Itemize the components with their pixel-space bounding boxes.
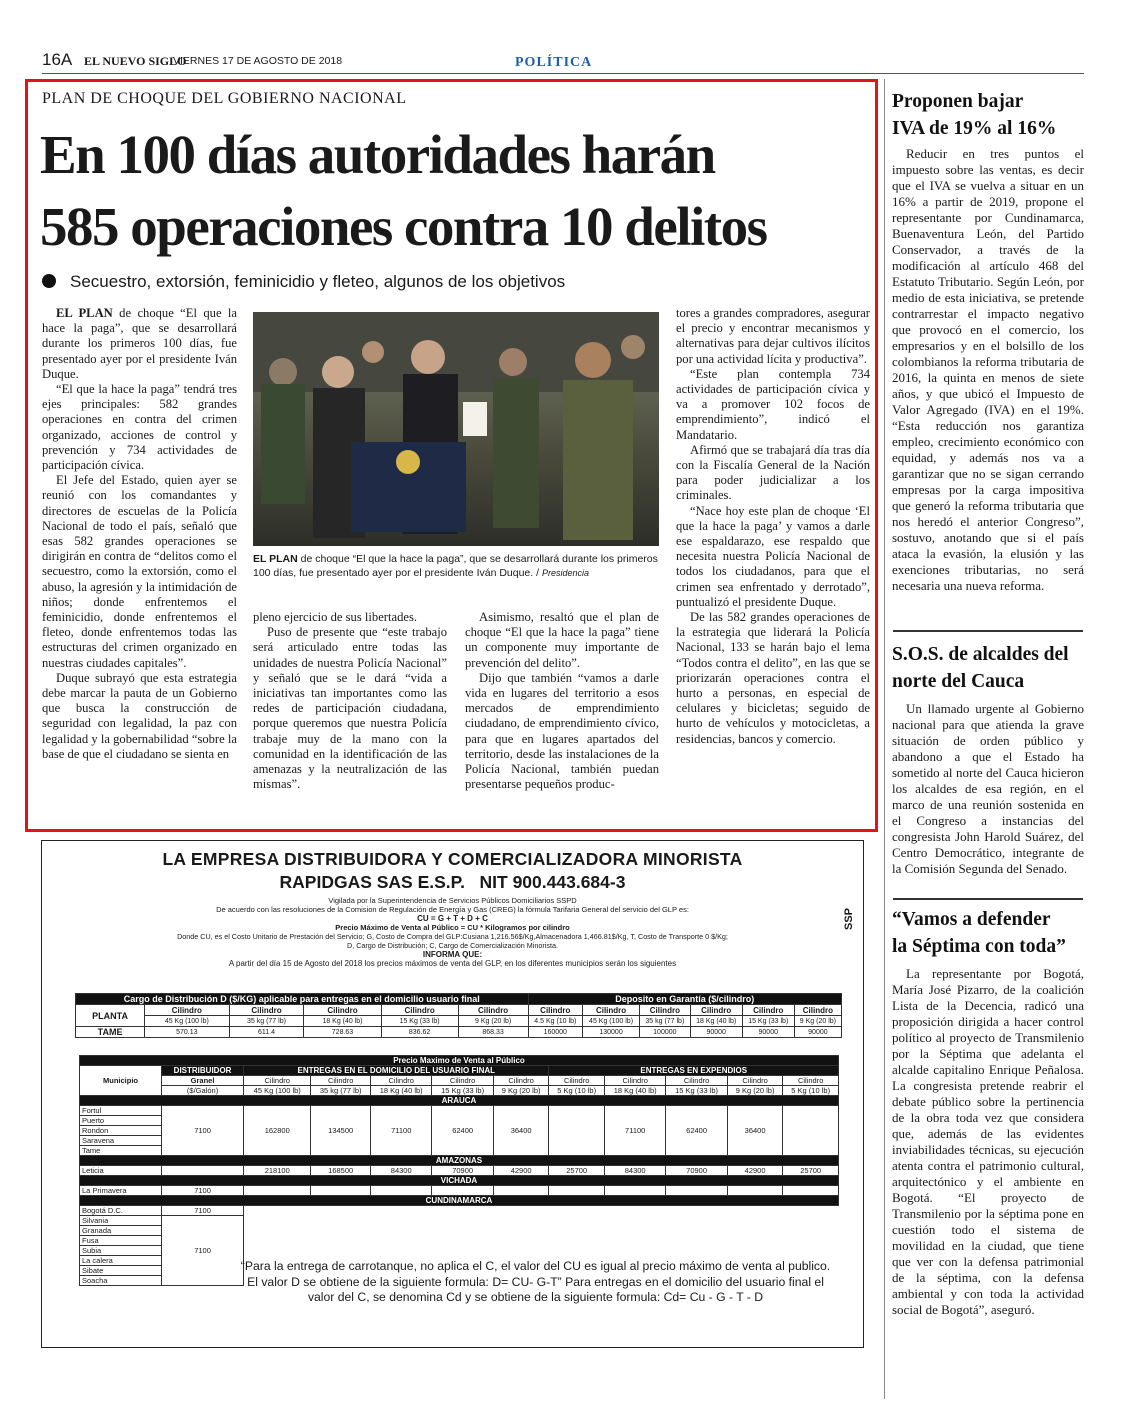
article-kicker: PLAN DE CHOQUE DEL GOBIERNO NACIONAL [42, 90, 407, 107]
municipio: Soacha [80, 1276, 162, 1286]
col-header: Cilindro [145, 1005, 229, 1016]
subhead-bullet-icon [42, 274, 56, 288]
region-header: ARAUCA [80, 1096, 839, 1106]
plant-name: TAME [76, 1027, 145, 1038]
region-header: AMAZONAS [80, 1156, 839, 1166]
sidebar-story-septima [892, 906, 1084, 1318]
municipio: Rondon [80, 1126, 162, 1136]
sidebar-story-iva [892, 88, 1084, 594]
col-header: DISTRIBUIDOR [162, 1066, 244, 1076]
municipio: Bogotá D.C. [80, 1206, 162, 1216]
photo-caption [253, 552, 659, 580]
story-text: La representante por Bogotá, María José Pizarro, de la coalición Lista de la Decencia, radicó una proposición dirigida a hacer control político al proyecto de Transmilenio por la Séptima que adelanta el alcalde capitalino Enrique Peñalosa. La congresista pretende reabrir el debate público sobre la pertinencia de la obra toda vez que considera que, además de las evidentes inviabilidades técnicas, su ejecución atenta contra el patrimonio cultural, arquitectónico y el ambiente en Bogotá. “El proyecto de Transmilenio por la séptima pone en cuestión todo el sistema de movilidad en la ciudad, que tiene que ver con la defensa patrimonial de la séptima, con la defensa ambiental y con toda la actividad social de Bogotá”, aseguró. [892, 966, 1084, 1317]
municipio: Saravena [80, 1136, 162, 1146]
value-cell: 570.13 [145, 1027, 229, 1038]
size-cell: 15 Kg (33 lb) [432, 1086, 493, 1096]
distribution-charge-table [75, 993, 842, 1038]
ad-line: INFORMA QUE: [422, 950, 483, 959]
value-cell: 42900 [493, 1166, 549, 1176]
value-cell: 25700 [783, 1166, 839, 1176]
value-cell [783, 1106, 839, 1156]
value-cell: 71100 [371, 1106, 432, 1156]
story-title: IVA de 19% al 16% [892, 118, 1057, 139]
paragraph: Duque subrayó que esta estrategia debe marcar la pauta de un Gobierno que busca la construcción de seguridad con legalidad, la paz con legalidad y la gobernabilidad “sobre la base de que el ciudadano se sienta en [42, 670, 237, 761]
value-cell: 7100 [162, 1206, 244, 1216]
ssp-logo: SSP [843, 907, 856, 931]
col-header: Cilindro [493, 1076, 549, 1086]
value-cell: 62400 [432, 1106, 493, 1156]
size-cell: 5 Kg (10 lb) [549, 1086, 605, 1096]
story-title: la Séptima con toda” [892, 936, 1066, 957]
photo-credit: Presidencia [541, 568, 589, 578]
col-header: Cilindro [604, 1076, 665, 1086]
table-header: Cargo de Distribución D ($/KG) aplicable para entregas en el domicilio usuario final [76, 994, 529, 1005]
sidebar-left-rule [884, 79, 885, 1399]
paragraph: De las 582 grandes operaciones de la estrategia que liderará la Policía Nacional, 133 se harán bajo el lema “Todos contra el delito”, en las que se priorizarán operaciones contra el hurto a personas, en especial de celulares y bicicletas; seguido de hurto de vehículos y motocicletas, a residencias, bancos y comercio. [676, 610, 870, 746]
ad-line: Precio Máximo de Venta al Público = CU * Kilogramos por cilindro [335, 923, 570, 932]
article-headline-line-2: 585 operaciones contra 10 delitos [40, 196, 767, 257]
size-cell: 9 Kg (20 lb) [458, 1016, 528, 1027]
value-cell: 84300 [604, 1166, 665, 1176]
value-cell: 7100 [162, 1106, 244, 1156]
size-cell: 9 Kg (20 lb) [794, 1016, 841, 1027]
value-cell: 836.62 [381, 1027, 458, 1038]
col-header: Cilindro [690, 1005, 742, 1016]
col-header: Cilindro [304, 1005, 381, 1016]
caption-lead: EL PLAN [253, 553, 298, 565]
col-header: Cilindro [583, 1005, 640, 1016]
paragraph: “Este plan contempla 734 actividades de participación cívica y va a promover 102 focos de emprendimiento”, indicó el Mandatario. [676, 366, 870, 442]
article-headline-line-1: En 100 días autoridades harán [40, 124, 715, 185]
value-cell: 130000 [583, 1027, 640, 1038]
size-cell: 5 Kg (10 lb) [783, 1086, 839, 1096]
size-cell: 45 Kg (100 lb) [145, 1016, 229, 1027]
paragraph: “El que la hace la paga” tendrá tres ejes principales: 582 grandes operaciones en contra del crimen organizado, acciones de control y prevención y 734 actividades de participación cívica. [42, 382, 237, 473]
col-header: Cilindro [432, 1076, 493, 1086]
municipio: Sibate [80, 1266, 162, 1276]
municipio: Puerto [80, 1116, 162, 1126]
col-header: Cilindro [742, 1005, 794, 1016]
article-column-1 [42, 306, 237, 762]
sidebar-story-cauca [892, 641, 1084, 877]
value-cell: 162800 [244, 1106, 311, 1156]
page-number: 16A [42, 50, 73, 69]
paragraph: Asimismo, resaltó que el plan de choque “El que la hace la paga” tiene un componente muy importante de prevención del delito”. [465, 610, 659, 670]
ad-line: A partir del día 15 de Agosto del 2018 los precios máximos de venta del GLP, en los diferentes municipios serán los siguientes [228, 959, 677, 968]
value-cell: 611.4 [229, 1027, 304, 1038]
value-cell: 62400 [666, 1106, 727, 1156]
article-column-3 [465, 610, 659, 792]
size-cell: 15 Kg (33 lb) [742, 1016, 794, 1027]
value-cell: 160000 [528, 1027, 583, 1038]
size-cell: 35 kg (77 lb) [311, 1086, 371, 1096]
col-header: Granel [162, 1076, 244, 1086]
value-cell: 90000 [690, 1027, 742, 1038]
section-name: POLÍTICA [515, 55, 593, 70]
value-cell: 36400 [493, 1106, 549, 1156]
value-cell: 70900 [666, 1166, 727, 1176]
story-text: Un llamado urgente al Gobierno nacional para que atienda la grave situación de orden público y abandono a que el Estado ha sometido al norte del Cauca hicieron los alcaldes de esa región, en el marco de una reunión sostenida en el Congreso a instancias del congresista John Harold Suárez, del Centro Democrático, integrante de la Comisión Segunda del Senado. [892, 701, 1084, 876]
col-header: Cilindro [371, 1076, 432, 1086]
col-header: Cilindro [666, 1076, 727, 1086]
legal-notice-ad [41, 840, 864, 1348]
value-cell: 84300 [371, 1166, 432, 1176]
municipio: Tame [80, 1146, 162, 1156]
value-cell: 728.63 [304, 1027, 381, 1038]
value-cell: 71100 [604, 1106, 665, 1156]
ad-line: De acuerdo con las resoluciones de la Comision de Regulación de Energía y Gas (CREG) la fórmula Tarifaria General del servicio del GLP es: [216, 905, 689, 914]
value-cell: 36400 [727, 1106, 783, 1156]
municipio: La calera [80, 1256, 162, 1266]
ad-title-2: RAPIDGAS SAS E.S.P. NIT 900.443.684-3 [279, 872, 626, 892]
size-cell: 9 Kg (20 lb) [493, 1086, 549, 1096]
size-cell: 45 Kg (100 lb) [583, 1016, 640, 1027]
col-header: ENTREGAS EN EL DOMICILIO DEL USUARIO FINAL [244, 1066, 549, 1076]
value-cell: 42900 [727, 1166, 783, 1176]
ad-footnote: “Para la entrega de carrotanque, no aplica el C, el valor del CU es igual al precio máximo de venta al publico. El valor D se obtiene de la siguiente formula: D= CU- G-T” Para entregas en el domicilio del usuario final el valor del C, se denomina Cd y se obtiene de la siguiente formula: Cd= Cu - G - T - D [240, 1259, 831, 1304]
story-title: S.O.S. de alcaldes del [892, 644, 1069, 665]
table-header: Deposito en Garantía ($/cilindro) [528, 994, 841, 1005]
value-cell: 90000 [794, 1027, 841, 1038]
article-column-4 [676, 306, 870, 747]
header-rule [42, 73, 1084, 74]
value-cell: 868.33 [458, 1027, 528, 1038]
value-cell: 25700 [549, 1166, 605, 1176]
value-cell: 90000 [742, 1027, 794, 1038]
paragraph-text: de choque “El que la hace la paga”, que se desarrollará durante los primeros 100 días, fue presentado ayer por el presidente Iván Duque. [42, 306, 237, 381]
article-column-2 [253, 610, 447, 792]
paragraph: tores a grandes compradores, asegurar el precio y encontrar mecanismos y alternativas para dejar cultivos ilícitos por una actividad lícita y productiva”. [676, 306, 870, 366]
size-cell: 18 Kg (40 lb) [304, 1016, 381, 1027]
size-cell: 4.5 Kg (10 lb) [528, 1016, 583, 1027]
col-header: Cilindro [229, 1005, 304, 1016]
municipio: Fortul [80, 1106, 162, 1116]
max-price-table [79, 1055, 839, 1286]
paragraph: “Nace hoy este plan de choque ‘El que la hace la paga’ y vamos a darle ese espaldarazo, ese respaldo que necesita nuestra Policía Nacional de todos los ciudadanos, para que el crimen sea enfrentado y derrotado”, puntualizó el presidente Duque. [676, 503, 870, 609]
value-cell: 134500 [311, 1106, 371, 1156]
col-header: ENTREGAS EN EXPENDIOS [549, 1066, 839, 1076]
col-header: Municipio [80, 1066, 162, 1096]
col-header: Cilindro [458, 1005, 528, 1016]
region-header: CUNDINAMARCA [80, 1196, 839, 1206]
value-cell: 7100 [162, 1216, 244, 1286]
paragraph [42, 306, 237, 382]
col-header: Cilindro [783, 1076, 839, 1086]
col-header: Cilindro [549, 1076, 605, 1086]
story-title: Proponen bajar [892, 91, 1024, 112]
size-cell: 15 Kg (33 lb) [666, 1086, 727, 1096]
lead-in: EL PLAN [56, 306, 113, 320]
col-header: Cilindro [794, 1005, 841, 1016]
sidebar-divider [893, 898, 1083, 900]
paragraph: El Jefe del Estado, quien ayer se reunió con los comandantes y directores de escuelas de la Policía Nacional de todo el país, señaló que esas 582 grandes operaciones se dirigirán en contra de “delitos como el secuestro, como la extorsión, como el abuso, la agresión y la intimidación de niños; donde enfrentemos el feminicidio, donde enfrentemos el fleteo, donde enfrentemos todas las estructuras del crimen organizado en nuestras ciudades capitales”. [42, 473, 237, 670]
table-title: Precio Maximo de Venta al Público [80, 1056, 839, 1066]
col-header: Cilindro [640, 1005, 691, 1016]
article-subhead: Secuestro, extorsión, feminicidio y fleteo, algunos de los objetivos [70, 272, 566, 291]
ad-line: Donde CU, es el Costo Unitario de Prestación del Servicio; G, Costo de Compra del GLP:Cusiana 1,216.56$/Kg,Almacenadora 1,466.81$/Kg, T, Costo de Transporte 0 $/Kg; [177, 932, 728, 941]
col-header: Cilindro [244, 1076, 311, 1086]
caption-text: de choque “El que la hace la paga”, que se desarrollará durante los primeros 100 días, fue presentado ayer por el presidente Iván Duque. / [253, 553, 658, 579]
value-cell: 70900 [432, 1166, 493, 1176]
value-cell [162, 1166, 244, 1176]
story-title: “Vamos a defender [892, 909, 1051, 930]
municipio: Leticia [80, 1166, 162, 1176]
value-cell [549, 1106, 605, 1156]
paragraph: Afirmó que se trabajará día tras día con la Fiscalía General de la Nación para poder judicializar a los criminales. [676, 442, 870, 503]
value-cell: 168500 [311, 1166, 371, 1176]
municipio: Silvania [80, 1216, 162, 1226]
size-cell: 18 Kg (40 lb) [604, 1086, 665, 1096]
size-cell: 45 Kg (100 lb) [244, 1086, 311, 1096]
paragraph: Dijo que también “vamos a darle vida en lugares del territorio a esos mercados de emprendimiento ciudadano, de emprendimiento cívico, para que en lugares apartados del territorio, desde las instalaciones de la Policía Nacional, también puedan presentarse pequeños produc- [465, 670, 659, 792]
size-cell: 18 Kg (40 lb) [690, 1016, 742, 1027]
region-header: VICHADA [80, 1176, 839, 1186]
ad-formula: CU = G + T + D + C [417, 914, 488, 923]
sidebar-divider [893, 630, 1083, 632]
ad-title-1: LA EMPRESA DISTRIBUIDORA Y COMERCIALIZADORA MINORISTA [162, 849, 743, 869]
municipio: Subia [80, 1246, 162, 1256]
paragraph: Puso de presente que “este trabajo será articulado entre todas las unidades de nuestra Policía Nacional” y señaló que se le dará “vida a iniciativas tan importantes como las redes de participación ciudadana, porque queremos que nuestra Policía trabaje muy de la mano con la comunidad en la identificación de las amenazas y la neutralización de las mismas”. [253, 625, 447, 792]
col-header: Cilindro [381, 1005, 458, 1016]
value-cell: 100000 [640, 1027, 691, 1038]
municipio: Fusa [80, 1236, 162, 1246]
size-cell: 35 kg (77 lb) [640, 1016, 691, 1027]
municipio: La Primavera [80, 1186, 162, 1196]
ad-line: D, Cargo de Distribución; C, Cargo de Comercialización Minorista. [347, 941, 558, 950]
article-photo [253, 312, 659, 546]
col-header: Cilindro [727, 1076, 783, 1086]
value-cell: 7100 [162, 1186, 244, 1196]
size-cell: 35 kg (77 lb) [229, 1016, 304, 1027]
masthead-name: EL NUEVO SIGLO [84, 54, 187, 68]
issue-date: VIERNES 17 DE AGOSTO DE 2018 [173, 55, 343, 67]
planta-label: PLANTA [76, 1005, 145, 1027]
municipio: Granada [80, 1226, 162, 1236]
story-title: norte del Cauca [892, 671, 1025, 692]
size-cell: 9 Kg (20 lb) [727, 1086, 783, 1096]
size-cell: 15 Kg (33 lb) [381, 1016, 458, 1027]
col-header: Cilindro [311, 1076, 371, 1086]
value-cell: 218100 [244, 1166, 311, 1176]
size-cell: 18 Kg (40 lb) [371, 1086, 432, 1096]
col-header: Cilindro [528, 1005, 583, 1016]
col-header: ($/Galón) [162, 1086, 244, 1096]
ad-line: Vigilada por la Superintendencia de Servicios Públicos Domiciliarios SSPD [328, 896, 577, 905]
story-text: Reducir en tres puntos el impuesto sobre las ventas, es decir que el IVA se vuelva a situar en un 16% a partir de 2019, propone el representante por Cundinamarca, Buenaventura León, del Partido Conservador, a través de la modificación al artículo 468 del Estatuto Tributario. Según León, por medio de esta iniciativa, se pretende contrarrestar el impacto negativo que provocó en el comercio, los empresarios y en el bolsillo de los colombianos la reforma tributaria de 2016, la quinta en menos de siete años, y que ubicó el Impuesto de Valor Agregado (IVA) en el 19%. “Esta reducción nos garantiza empleo, crecimiento económico con equidad, y además nos va a garantizar que no se sigan cerrando empresas por la carga impositiva que generó la reforma tributaria que nos heredó el anterior Congreso”, sostuvo, anotando que si el país ataca la evasión, la elusión y las exenciones tributarias, no será necesaria una nueva reforma. [892, 146, 1084, 593]
photo-scene [253, 312, 659, 546]
paragraph: pleno ejercicio de sus libertades. [253, 610, 418, 624]
